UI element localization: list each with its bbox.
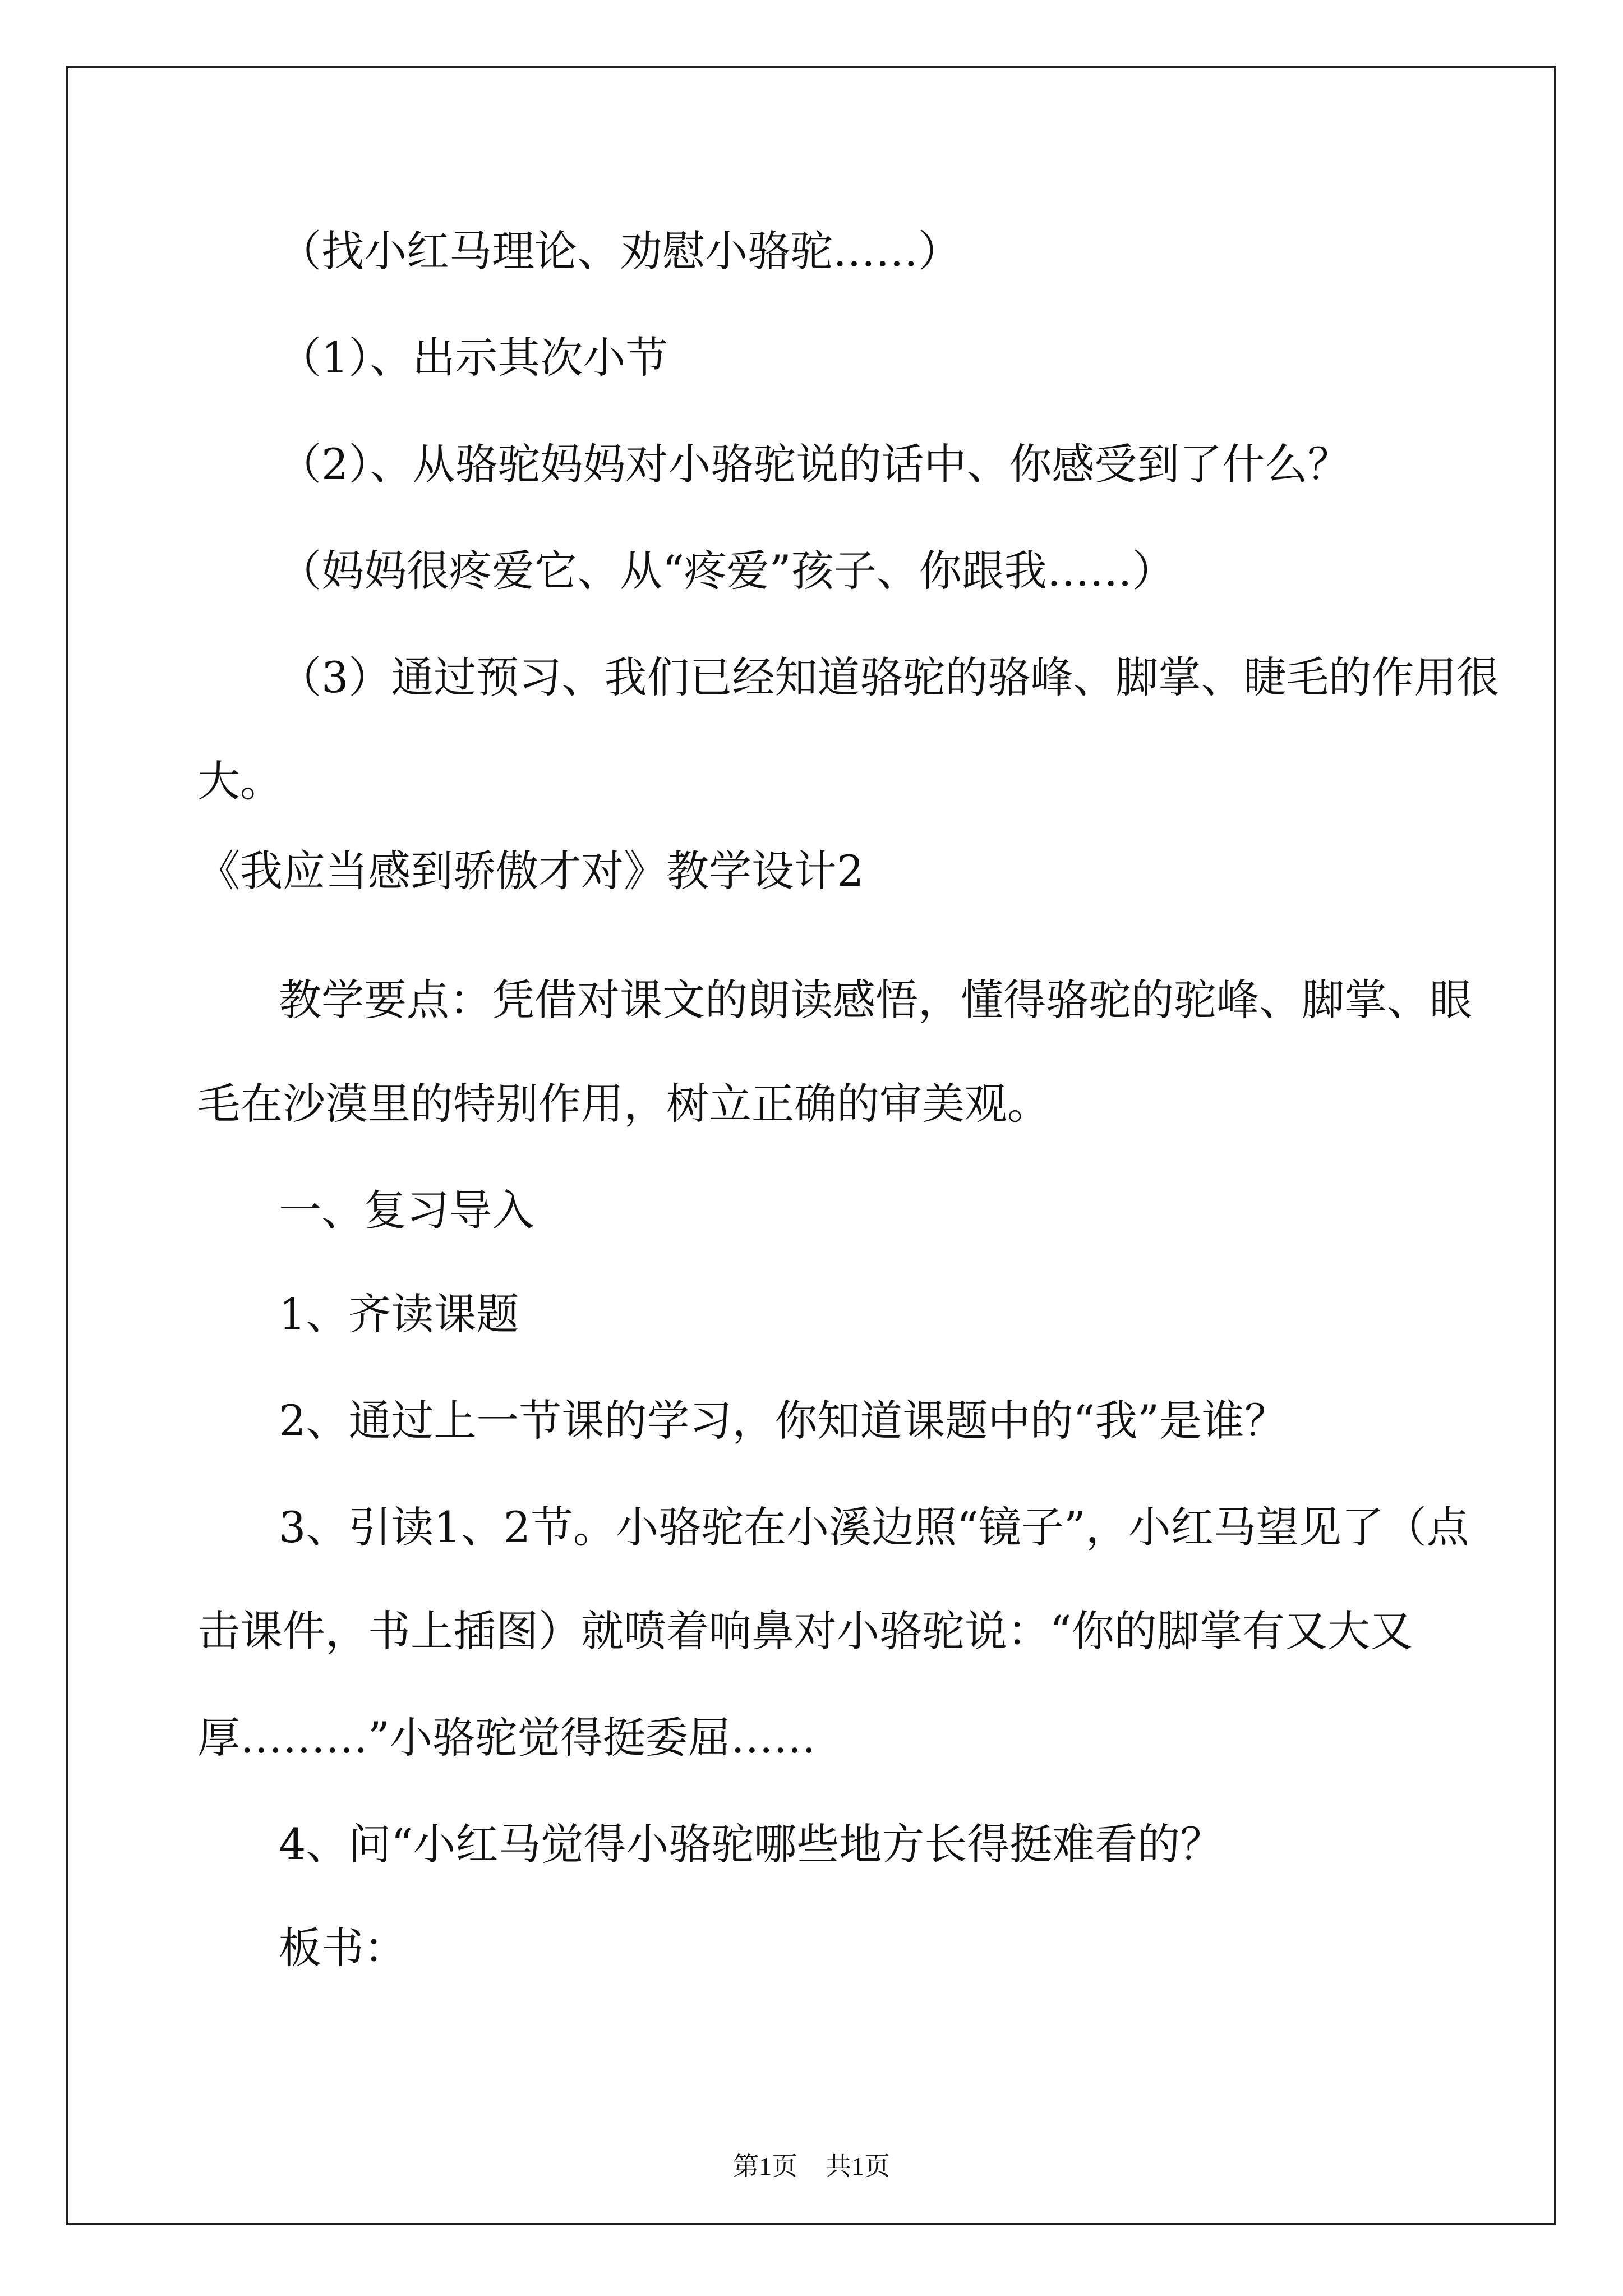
paragraph-line: 一、复习导入: [279, 1185, 534, 1235]
paragraph-line: （找小红马理论、劝慰小骆驼……）: [279, 226, 961, 276]
paragraph-line: （1）、出示其次小节: [279, 333, 668, 383]
paragraph-line: （2）、从骆驼妈妈对小骆驼说的话中、你感受到了什么？: [279, 439, 1350, 489]
page-border: [66, 66, 1556, 2225]
paragraph-line: 4、问“小红马觉得小骆驼哪些地方长得挺难看的？: [279, 1819, 1223, 1869]
paragraph-line: 毛在沙漠里的特别作用，树立正确的审美观。: [197, 1079, 1050, 1129]
section-heading: 《我应当感到骄傲才对》教学设计2: [197, 846, 864, 896]
paragraph-line: （妈妈很疼爱它、从“疼爱”孩子、你跟我……）: [279, 546, 1175, 596]
paragraph-line: 教学要点：凭借对课文的朗读感悟，懂得骆驼的驼峰、脚掌、眼: [279, 975, 1472, 1025]
page-total: 共1页: [826, 2152, 890, 2180]
paragraph-line: （3）通过预习、我们已经知道骆驼的骆峰、脚掌、睫毛的作用很: [279, 652, 1500, 702]
paragraph-line: 3、引读1、2节。小骆驼在小溪边照“镜子”，小红马望见了（点: [279, 1502, 1469, 1552]
paragraph-line: 2、通过上一节课的学习，你知道课题中的“我”是谁？: [279, 1396, 1288, 1446]
paragraph-line: 击课件，书上插图）就喷着响鼻对小骆驼说：“你的脚掌有又大又: [197, 1606, 1413, 1656]
page-footer: [0, 2146, 1623, 2183]
paragraph-line: 厚………”小骆驼觉得挺委屈……: [197, 1713, 816, 1763]
paragraph-line: 1、齐读课题: [279, 1289, 519, 1339]
page-number: 第1页: [733, 2152, 797, 2180]
paragraph-line: 板书：: [279, 1923, 407, 1973]
paragraph-line: 大。: [197, 756, 283, 806]
